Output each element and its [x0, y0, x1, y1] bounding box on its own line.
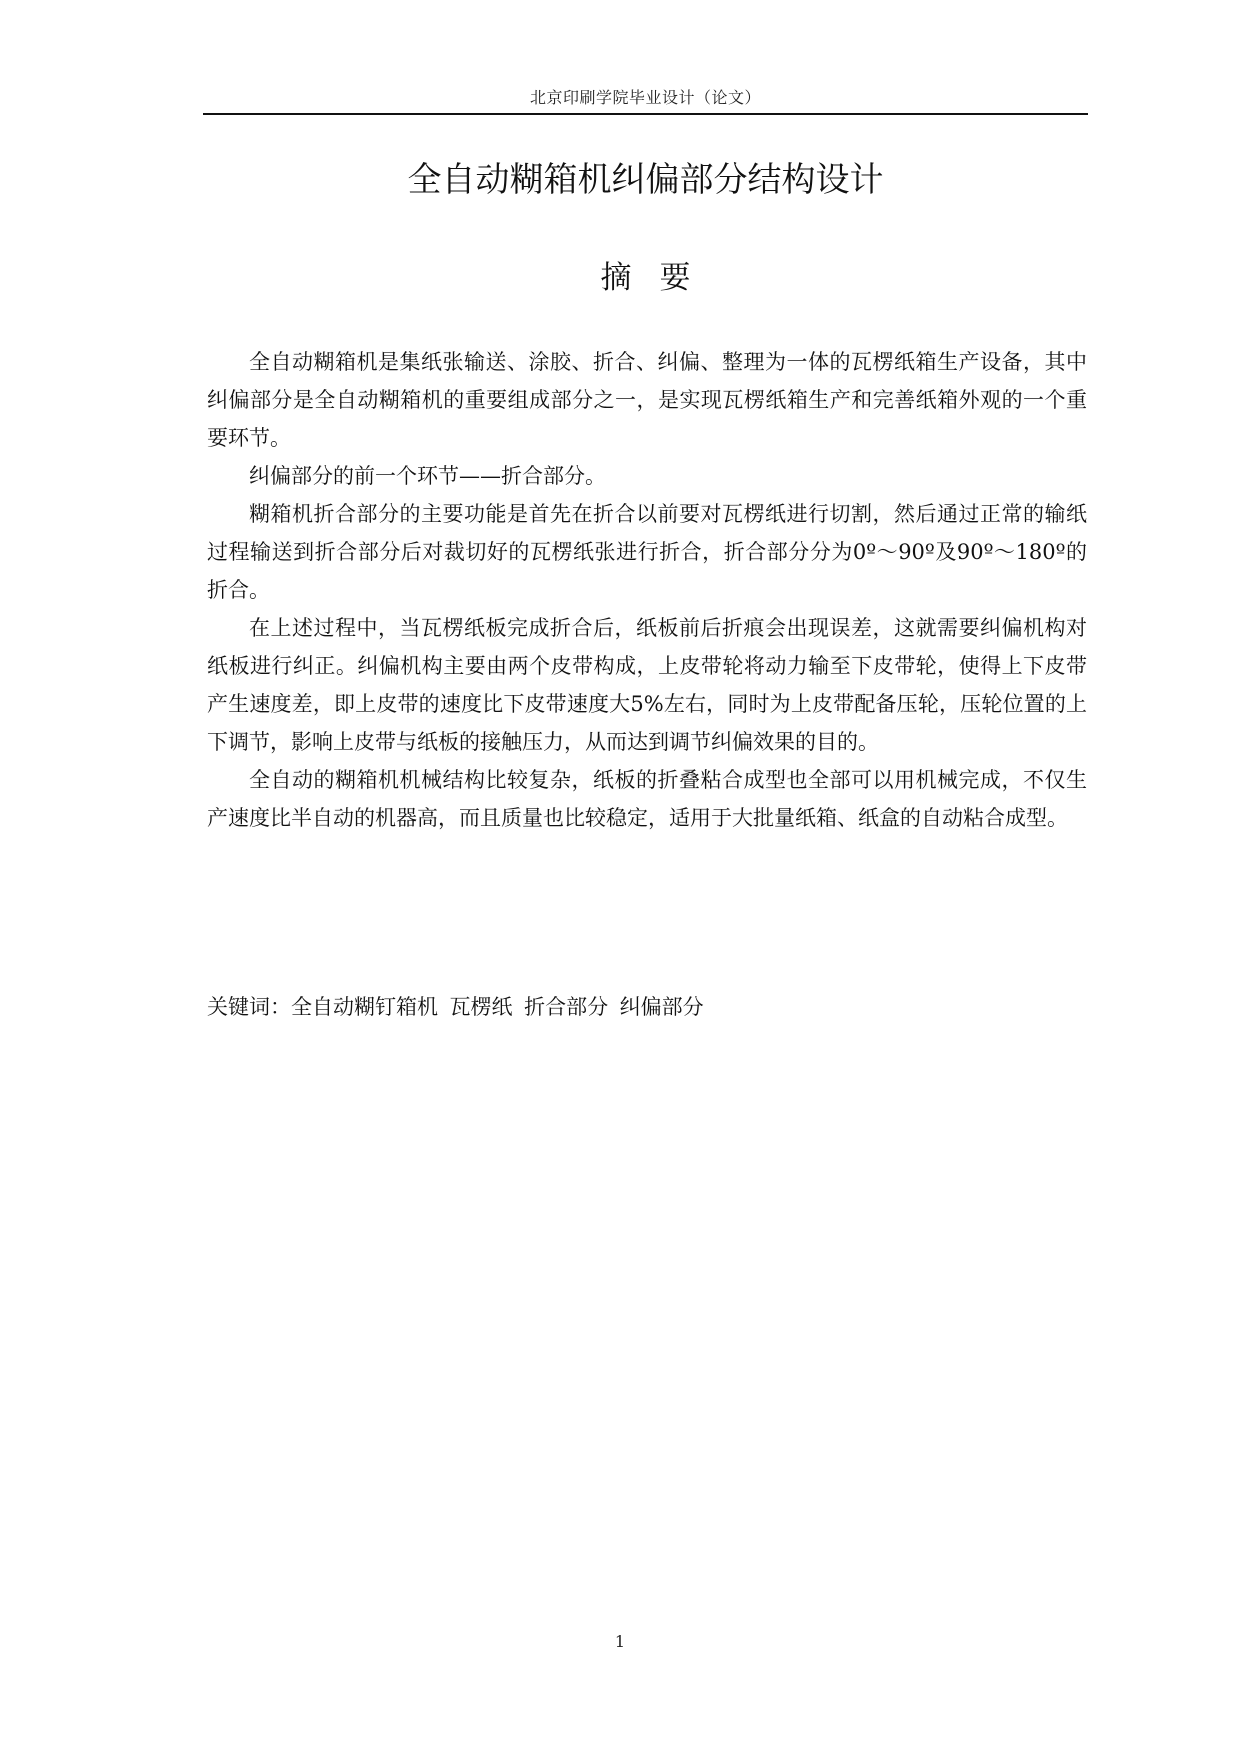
abstract-body	[207, 343, 1087, 837]
keyword: 纠偏部分	[619, 995, 704, 1019]
keyword: 折合部分	[524, 995, 609, 1019]
header-rule	[203, 113, 1088, 115]
abstract-paragraph: 糊箱机折合部分的主要功能是首先在折合以前要对瓦楞纸进行切割，然后通过正常的输纸过程输送到折合部分后对裁切好的瓦楞纸张进行折合，折合部分分为0º～90º及90º～180º的折合。	[207, 502, 1087, 602]
keywords-label: 关键词：	[207, 995, 291, 1019]
abstract-heading: 摘要	[600, 260, 719, 296]
keywords-line	[207, 988, 1087, 1026]
abstract-paragraph: 在上述过程中，当瓦楞纸板完成折合后，纸板前后折痕会出现误差，这就需要纠偏机构对纸板进行纠正。纠偏机构主要由两个皮带构成，上皮带轮将动力输至下皮带轮，使得上下皮带产生速度差，即上皮带的速度比下皮带速度大5%左右，同时为上皮带配备压轮，压轮位置的上下调节，影响上皮带与纸板的接触压力，从而达到调节纠偏效果的目的。	[207, 616, 1087, 754]
running-header: 北京印刷学院毕业设计（论文）	[529, 88, 761, 107]
keyword: 全自动糊钉箱机	[291, 995, 438, 1019]
abstract-paragraph: 全自动糊箱机是集纸张输送、涂胶、折合、纠偏、整理为一体的瓦楞纸箱生产设备，其中纠偏部分是全自动糊箱机的重要组成部分之一，是实现瓦楞纸箱生产和完善纸箱外观的一个重要环节。	[207, 350, 1087, 450]
abstract-paragraph: 全自动的糊箱机机械结构比较复杂，纸板的折叠粘合成型也全部可以用机械完成，不仅生产速度比半自动的机器高，而且质量也比较稳定，适用于大批量纸箱、纸盒的自动粘合成型。	[207, 768, 1087, 830]
abstract-paragraph: 纠偏部分的前一个环节——折合部分。	[249, 464, 606, 488]
page-number: 1	[614, 1632, 626, 1651]
paper-title: 全自动糊箱机纠偏部分结构设计	[407, 160, 884, 200]
keyword: 瓦楞纸	[449, 995, 513, 1019]
